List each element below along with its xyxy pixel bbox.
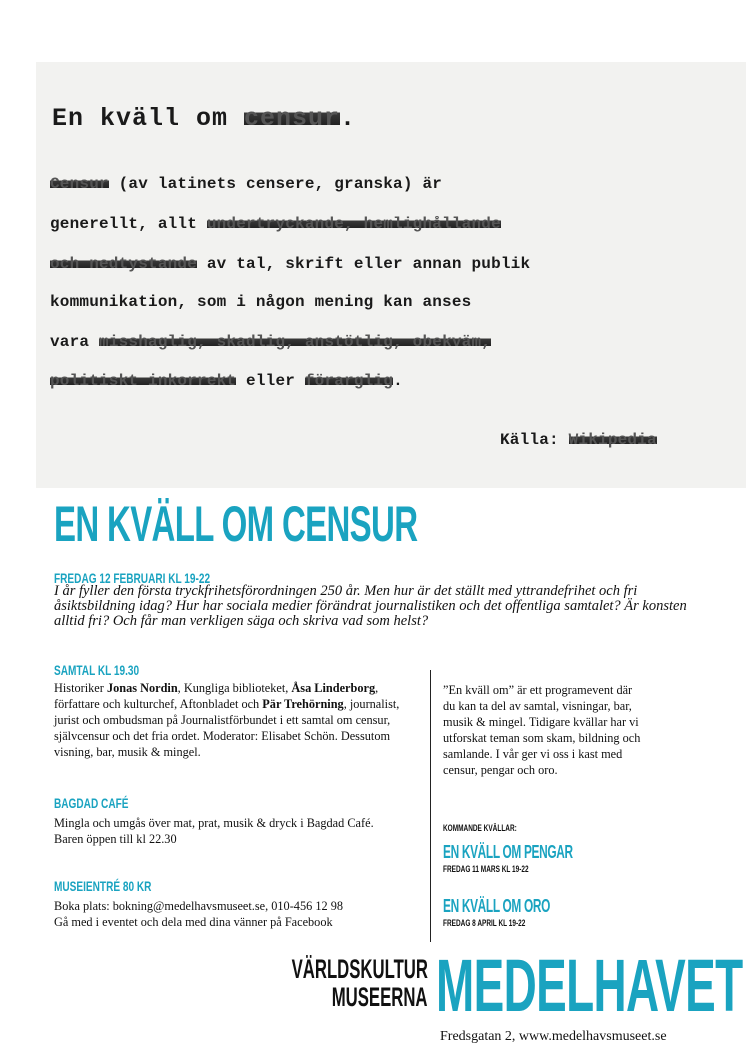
typewriter-line-4: kommunikation, som i någon mening kan anses (50, 293, 472, 311)
upcoming-event-title: EN KVÄLL OM PENGAR (443, 842, 573, 862)
typewriter-title: En kväll om censur. (52, 104, 357, 133)
upcoming-event-date: FREDAG 11 MARS KL 19-22 (443, 864, 529, 874)
typewriter-line-1: Censur (av latinets censere, granska) är (50, 175, 443, 193)
about-text: ”En kväll om” är ett programevent där du kan ta del av samtal, visningar, bar, musik & mingel. Tidigare kvällar har vi utforskat teman som skam, bildning och samlande. I vår ger vi oss i kast med censur, pengar och oro. (443, 683, 641, 777)
upcoming-label: KOMMANDE KVÄLLAR: (443, 823, 517, 833)
entry-facebook: Gå med i eventet och dela med dina vänner på Facebook (54, 915, 333, 929)
column-divider (430, 670, 431, 942)
event-headline: EN KVÄLL OM CENSUR (54, 496, 418, 552)
address: Fredsgatan 2, www.medelhavsmuseet.se (440, 1029, 667, 1044)
typewriter-line-5: vara misshaglig, skadlig, anstötlig, obekväm, (50, 333, 492, 351)
typewriter-line-3: och nedtystande av tal, skrift eller annan publik (50, 255, 531, 273)
typewriter-line-2: generellt, allt undertryckande, hemlighållande (50, 215, 501, 233)
upcoming-event-title: EN KVÄLL OM ORO (443, 896, 551, 916)
logo-museerna: MUSEERNA (332, 982, 428, 1012)
logo-varldskultur: VÄRLDSKULTUR (291, 954, 428, 984)
entry-heading: MUSEIENTRÉ 80 KR (54, 878, 152, 894)
samtal-heading: SAMTAL KL 19.30 (54, 662, 140, 678)
logo-medelhavet: MEDELHAVET (436, 944, 743, 1027)
bagdad-heading: BAGDAD CAFÉ (54, 795, 129, 811)
upcoming-event-date: FREDAG 8 APRIL KL 19-22 (443, 918, 526, 928)
event-date: FREDAG 12 FEBRUARI KL 19-22 (54, 570, 211, 586)
bagdad-text: Mingla och umgås över mat, prat, musik & dryck i Bagdad Café. Baren öppen till kl 22.30 (54, 816, 374, 846)
censored-word: censur (244, 104, 341, 133)
typewriter-source: Källa: Wikipedia (500, 431, 657, 449)
typewriter-line-6: politiskt inkorrekt eller förarglig. (50, 372, 403, 390)
samtal-text: Historiker Jonas Nordin, Kungliga biblioteket, Åsa Linderborg, författare och kulturchef, Aftonbladet och Pär Trehörning, journalist, jurist och ombudsman på Journalistförbundet i ett samtal om censur, självcensur och det fria ordet. Moderator: Elisabet Schön. Dessutom visning, bar, musik & mingel. (54, 681, 400, 759)
intro-text: I år fyller den första tryckfrihetsförordningen 250 år. Men hur är det ställt med yttrandefrihet och fri åsiktsbildning idag? Hur har sociala medier förändrat journalistiken och det offentliga samtalet? Är konsten alltid fri? Och får man verkligen säga och skriva vad som helst? (54, 583, 687, 629)
entry-booking: Boka plats: bokning@medelhavsmuseet.se, 010-456 12 98 (54, 899, 343, 913)
